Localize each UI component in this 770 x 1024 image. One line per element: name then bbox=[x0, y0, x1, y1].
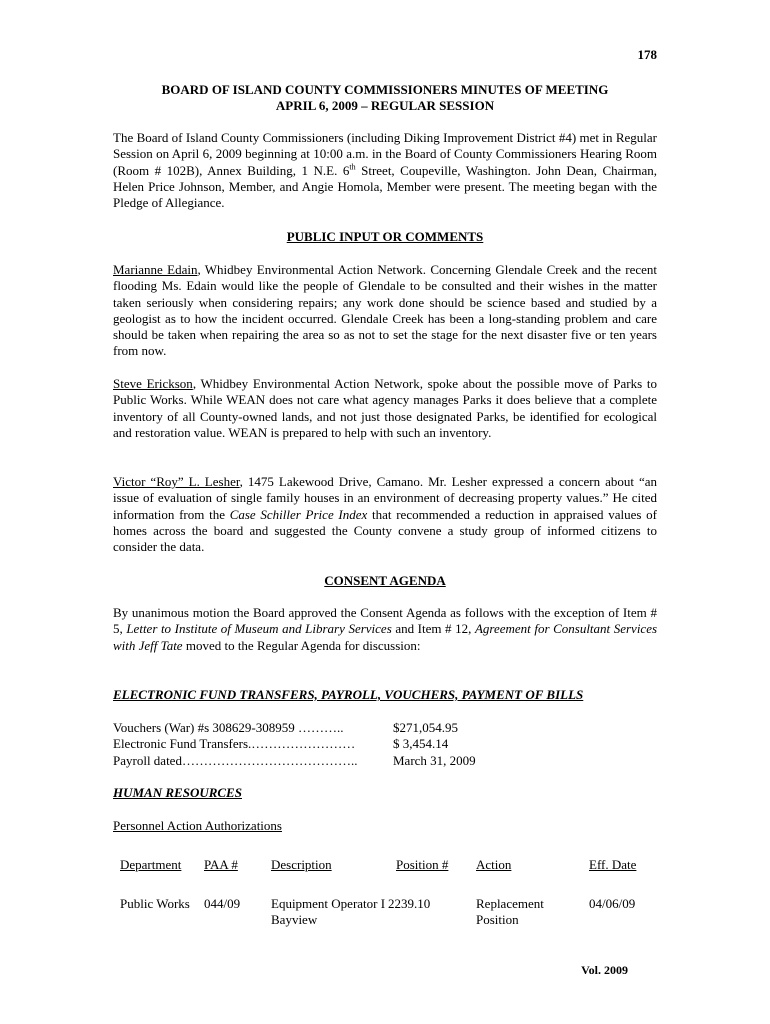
finance-row-payroll bbox=[113, 753, 476, 769]
comment-erickson bbox=[113, 376, 657, 441]
document-title bbox=[113, 82, 657, 114]
finance-row-eft bbox=[113, 736, 476, 752]
cell-eff-date: 04/06/09 bbox=[589, 896, 636, 911]
index-title: Case Schiller Price Index bbox=[229, 506, 368, 522]
action-line-1: Replacement bbox=[476, 896, 544, 911]
cell-paa: 044/09 bbox=[204, 896, 241, 911]
finance-label: Vouchers (War) #s 308629-308959 ……….. bbox=[113, 720, 344, 735]
hr-heading: HUMAN RESOURCES bbox=[113, 785, 242, 800]
description-line-1: Equipment Operator I bbox=[271, 896, 386, 911]
intro-text-1: The Board of Island County Commissioners (including Diking Improvement District #4) met in Regular Session on April 6, 2009 beginning at 10:00 a.m. in the Board of County Commissioners Hearing Room (Room # 102B), Annex Building, 1 N.E. 6 bbox=[113, 130, 657, 178]
page-number: 178 bbox=[637, 47, 657, 62]
comment-edain bbox=[113, 262, 657, 360]
comment-text: , Whidbey Environmental Action Network, spoke about the possible move of Parks to Public Works. While WEAN does not care what agency manages Parks it does believe that a complete inventory of all County-owned lands, and not just those designated Parks, be identified for ecological and restoration value. WEAN is prepared to help with such an inventory. bbox=[113, 376, 658, 440]
public-input-heading: PUBLIC INPUT OR COMMENTS bbox=[286, 229, 484, 244]
description-line-2: Bayview bbox=[271, 912, 318, 928]
comment-lesher bbox=[113, 474, 657, 555]
finance-value: March 31, 2009 bbox=[393, 752, 476, 768]
header-action: Action bbox=[476, 857, 512, 872]
volume-label: Vol. 2009 bbox=[581, 963, 628, 977]
consent-text-c: and Item # 12, bbox=[391, 621, 475, 637]
title-line-2: APRIL 6, 2009 – REGULAR SESSION bbox=[275, 98, 495, 113]
header-description: Description bbox=[271, 857, 332, 872]
header-department: Department bbox=[120, 857, 182, 872]
cell-department: Public Works bbox=[120, 896, 190, 911]
cell-action bbox=[476, 896, 544, 929]
consent-agenda-heading: CONSENT AGENDA bbox=[324, 573, 446, 588]
paa-heading: Personnel Action Authorizations bbox=[113, 818, 282, 833]
consent-paragraph bbox=[113, 605, 657, 654]
consent-item-5: Letter to Institute of Museum and Library Services bbox=[126, 621, 392, 637]
finance-value: $271,054.95 bbox=[393, 720, 458, 735]
title-line-1: BOARD OF ISLAND COUNTY COMMISSIONERS MINUTES OF MEETING bbox=[161, 82, 609, 97]
commenter-name: Marianne Edain bbox=[113, 262, 198, 277]
action-line-2: Position bbox=[476, 912, 519, 928]
commenter-name: Steve Erickson bbox=[113, 376, 193, 391]
header-eff-date: Eff. Date bbox=[589, 857, 637, 872]
finance-value: $ 3,454.14 bbox=[393, 736, 449, 752]
intro-text-2: Street, Coupeville, Washington. John Dean, Chairman, Helen Price Johnson, Member, and Angie Homola, Member were present. The meeting began with the Pledge of Allegiance. bbox=[113, 162, 658, 211]
consent-text-a: By unanimous motion the Board approved the Consent Agenda as follows with the exception of Item # 5, bbox=[113, 605, 657, 637]
comment-text: , 1475 Lakewood Drive, Camano. Mr. Lesher expressed a concern about “an issue of evaluation of single family houses in an environment of decreasing property values.” He cited information from the bbox=[113, 474, 658, 522]
comment-text-2: that recommended a reduction in appraised values of homes across the board and suggested the County convene a study group of informed citizens to consider the data. bbox=[113, 506, 657, 555]
comment-text: , Whidbey Environmental Action Network. Concerning Glendale Creek and the recent flooding Ms. Edain would like the people of Glendale to be consulted and their wishes in the matter taken seriously when considering repairs; any work done should be science based and studied by a geologist as to how the incident occurred. Glendale Creek has been a long-standing problem and care should be taken when repairing the area so as not to set the stage for the next disaster five or ten years from now. bbox=[113, 262, 657, 359]
header-paa: PAA # bbox=[204, 857, 238, 872]
finance-label: Electronic Fund Transfers.…………………… bbox=[113, 736, 356, 752]
finance-list bbox=[113, 720, 476, 769]
cell-description bbox=[271, 896, 385, 929]
finance-row-vouchers bbox=[113, 720, 476, 736]
intro-paragraph bbox=[113, 130, 657, 211]
intro-superscript: th bbox=[349, 162, 356, 172]
consent-item-12: Agreement for Consultant Services with Jeff Tate bbox=[113, 621, 658, 653]
header-position: Position # bbox=[396, 857, 449, 872]
commenter-name: Victor “Roy” L. Lesher bbox=[113, 474, 240, 489]
consent-text-e: moved to the Regular Agenda for discussion: bbox=[182, 637, 421, 653]
cell-position: 2239.10 bbox=[388, 896, 431, 911]
eft-heading: ELECTRONIC FUND TRANSFERS, PAYROLL, VOUCHERS, PAYMENT OF BILLS bbox=[113, 687, 584, 702]
finance-label: Payroll dated………………………………….. bbox=[113, 752, 358, 768]
